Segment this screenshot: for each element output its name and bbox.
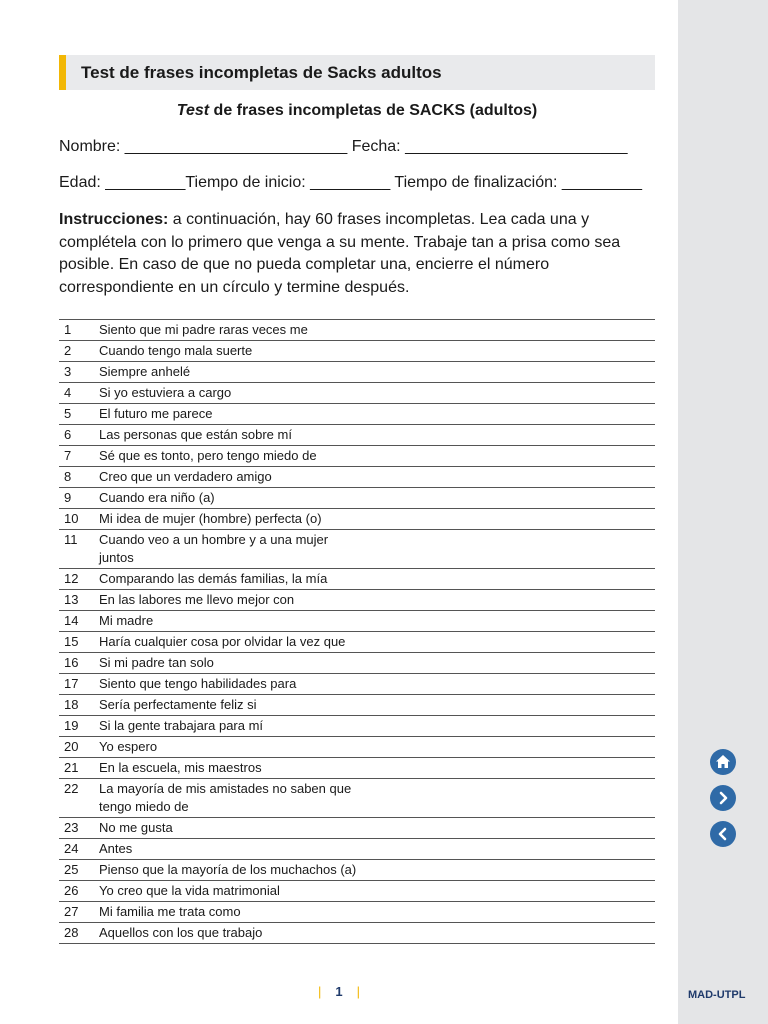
item-number: 9 — [64, 490, 72, 505]
table-row — [59, 383, 655, 404]
item-number: 16 — [64, 655, 79, 670]
table-row — [59, 404, 655, 425]
item-number: 28 — [64, 925, 79, 940]
item-text: Siento que tengo habilidades para — [99, 676, 297, 691]
item-number: 10 — [64, 511, 79, 526]
instructions-label: Instrucciones: — [59, 211, 169, 228]
item-number: 26 — [64, 883, 79, 898]
home-button[interactable] — [710, 749, 736, 775]
footer-separator-right: | — [356, 984, 360, 999]
previous-page-button[interactable] — [710, 821, 736, 847]
brand-label: MAD-UTPL — [688, 989, 746, 1001]
item-text: No me gusta — [99, 820, 173, 835]
item-text: Siento que mi padre raras veces me — [99, 322, 308, 337]
item-number: 22 — [64, 781, 79, 796]
table-row — [59, 341, 655, 362]
table-row — [59, 569, 655, 590]
item-number: 23 — [64, 820, 79, 835]
table-row — [59, 446, 655, 467]
page-number: 1 — [335, 984, 343, 999]
table-row — [59, 860, 655, 881]
table-row — [59, 488, 655, 509]
item-number: 27 — [64, 904, 79, 919]
item-text: Cuando era niño (a) — [99, 490, 215, 505]
instructions-text: a continuación, hay 60 frases incompletas. Lea cada una y complétela con lo primero que venga a su mente. Trabaje tan a prisa como sea posible. En caso de que no pueda completar una, encierre el número correspondiente en un círculo y termine después. — [59, 211, 621, 296]
item-number: 11 — [64, 532, 78, 547]
item-text: Pienso que la mayoría de los muchachos (a) — [99, 862, 357, 877]
item-number: 21 — [64, 760, 79, 775]
table-row — [59, 653, 655, 674]
item-text: Haría cualquier cosa por olvidar la vez que — [99, 634, 346, 649]
item-text: Mi madre — [99, 613, 154, 628]
item-number: 15 — [64, 634, 79, 649]
item-text: Si mi padre tan solo — [99, 655, 214, 670]
table-row — [59, 320, 655, 341]
item-number: 1 — [64, 322, 72, 337]
item-text: En las labores me llevo mejor con — [99, 592, 295, 607]
table-row — [59, 779, 655, 818]
item-text: Sería perfectamente feliz si — [99, 697, 257, 712]
table-row — [59, 530, 655, 569]
document-subtitle — [59, 102, 655, 120]
item-text: Siempre anhelé — [99, 364, 191, 379]
item-text: Comparando las demás familias, la mía — [99, 571, 328, 586]
item-text: Aquellos con los que trabajo — [99, 925, 263, 940]
item-text: Yo espero — [99, 739, 158, 754]
chevron-left-icon — [715, 826, 731, 842]
item-text: Yo creo que la vida matrimonial — [99, 883, 280, 898]
table-row — [59, 716, 655, 737]
item-number: 14 — [64, 613, 79, 628]
table-row — [59, 818, 655, 839]
table-row — [59, 425, 655, 446]
chevron-right-icon — [715, 790, 731, 806]
item-number: 8 — [64, 469, 72, 484]
item-text: Mi idea de mujer (hombre) perfecta (o) — [99, 511, 322, 526]
table-row — [59, 509, 655, 530]
table-row — [59, 362, 655, 383]
item-number: 4 — [64, 385, 72, 400]
item-text: Creo que un verdadero amigo — [99, 469, 272, 484]
item-text: El futuro me parece — [99, 406, 213, 421]
item-number: 13 — [64, 592, 79, 607]
footer-separator-left: | — [317, 984, 322, 999]
page-content — [59, 55, 655, 944]
age-time-line: Edad: _________Tiempo de inicio: _________ Tiempo de finalización: _________ — [59, 174, 642, 191]
name-date-line: Nombre: _________________________ Fecha: _________________________ — [59, 138, 628, 155]
item-text: Mi familia me trata como — [99, 904, 241, 919]
item-text: Las personas que están sobre mí — [99, 427, 292, 442]
item-text: Cuando tengo mala suerte — [99, 343, 253, 358]
table-row — [59, 839, 655, 860]
item-text: Si yo estuviera a cargo — [99, 385, 232, 400]
item-number: 20 — [64, 739, 79, 754]
table-row — [59, 632, 655, 653]
item-number: 6 — [64, 427, 72, 442]
page-footer — [0, 984, 678, 999]
item-number: 12 — [64, 571, 79, 586]
item-text: En la escuela, mis maestros — [99, 760, 262, 775]
item-text: Si la gente trabajara para mí — [99, 718, 264, 733]
item-text: Cuando veo a un hombre y a una mujer juntos — [99, 532, 329, 565]
table-row — [59, 590, 655, 611]
instructions — [59, 209, 655, 299]
header-accent-bar — [59, 55, 66, 90]
item-number: 25 — [64, 862, 79, 877]
table-row — [59, 902, 655, 923]
item-number: 5 — [64, 406, 72, 421]
table-row — [59, 611, 655, 632]
home-icon — [714, 753, 732, 771]
table-row — [59, 737, 655, 758]
item-text: Antes — [99, 841, 133, 856]
table-row — [59, 923, 655, 944]
item-number: 19 — [64, 718, 79, 733]
item-number: 3 — [64, 364, 72, 379]
table-row — [59, 758, 655, 779]
section-header — [59, 55, 655, 90]
item-text: La mayoría de mis amistades no saben que tengo miedo de — [99, 781, 352, 814]
item-number: 18 — [64, 697, 79, 712]
table-row — [59, 695, 655, 716]
item-number: 24 — [64, 841, 79, 856]
next-page-button[interactable] — [710, 785, 736, 811]
table-row — [59, 674, 655, 695]
sidebar — [678, 0, 768, 1024]
item-number: 2 — [64, 343, 72, 358]
table-row — [59, 467, 655, 488]
section-title: Test de frases incompletas de Sacks adultos — [81, 62, 442, 82]
subtitle-italic: Test — [176, 102, 210, 119]
item-text: Sé que es tonto, pero tengo miedo de — [99, 448, 317, 463]
table-row — [59, 881, 655, 902]
subtitle-rest: de frases incompletas de SACKS (adultos) — [209, 102, 538, 119]
item-number: 7 — [64, 448, 72, 463]
item-number: 17 — [64, 676, 79, 691]
sentence-table — [59, 319, 655, 944]
